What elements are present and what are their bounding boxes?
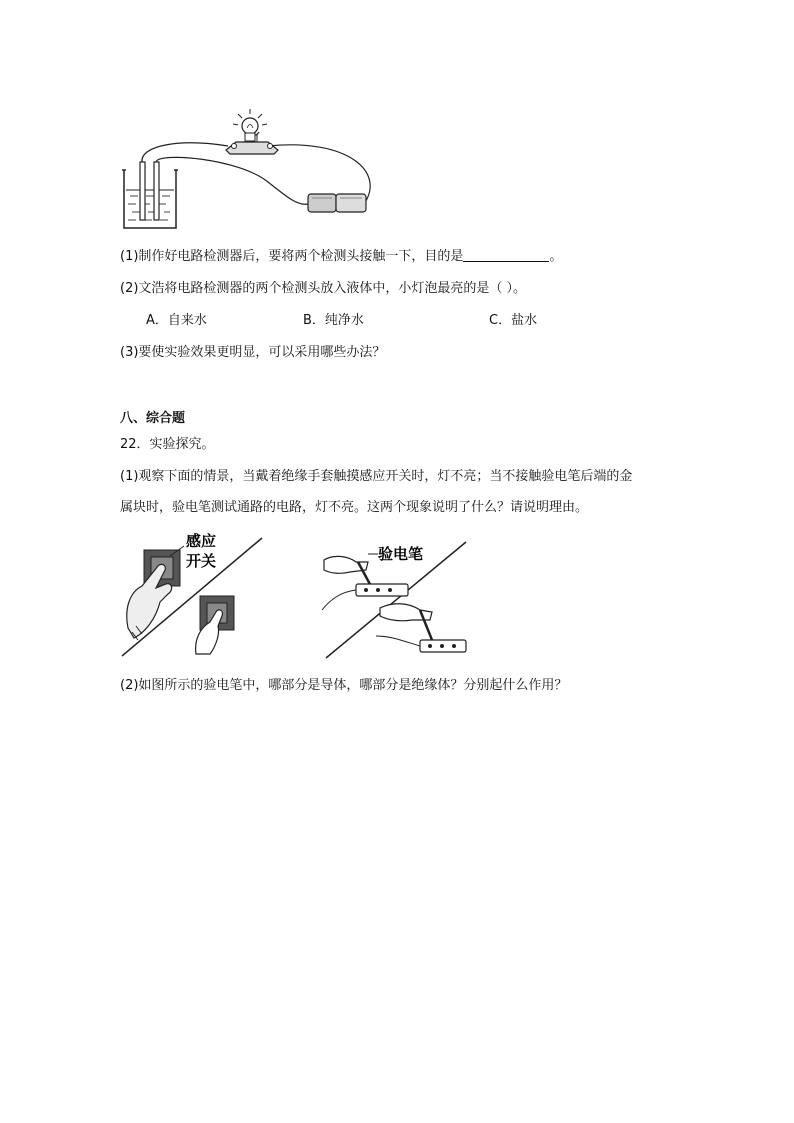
switch-label-line1: 感应 [186,532,217,550]
beaker [122,162,178,228]
induction-switch-figure [120,528,265,658]
switch-label-line2: 开关 [186,552,217,570]
q22-sub2: (2)如图所示的验电笔中，哪部分是导体，哪部分是绝缘体？分别起什么作用？ [120,678,568,693]
q22-sub1-line1: (1)观察下面的情景，当戴着绝缘手套触摸感应开关时，灯不亮；当不接触验电笔后端的金 [120,469,633,484]
q22-title: 22．实验探究。 [120,437,215,452]
q22-sub1-line2: 属块时，验电笔测试通路的电路，灯不亮。这两个现象说明了什么？请说明理由。 [120,500,589,515]
section-heading: 八、综合题 [120,411,186,426]
battery [308,194,366,212]
option-b: B．纯净水 [303,313,364,328]
bulb-glass [230,106,270,146]
q21-sub1-text: (1)制作好电路检测器后，要将两个检测头接触一下，目的是 [120,249,464,264]
test-pen-figure [320,540,470,660]
q21-sub3: (3)要使实验效果更明显，可以采用哪些办法？ [120,345,386,360]
q21-sub1: (1)制作好电路检测器后，要将两个检测头接触一下，目的是 。 [120,249,563,264]
option-c: C．盐水 [489,313,538,328]
q21-sub2: (2)文浩将电路检测器的两个检测头放入液体中，小灯泡最亮的是（ ）。 [120,281,527,296]
pen-label: 验电笔 [378,545,424,563]
circuit-detector-figure [118,132,388,232]
option-a: A．自来水 [146,313,207,328]
answer-blank[interactable] [463,247,549,262]
